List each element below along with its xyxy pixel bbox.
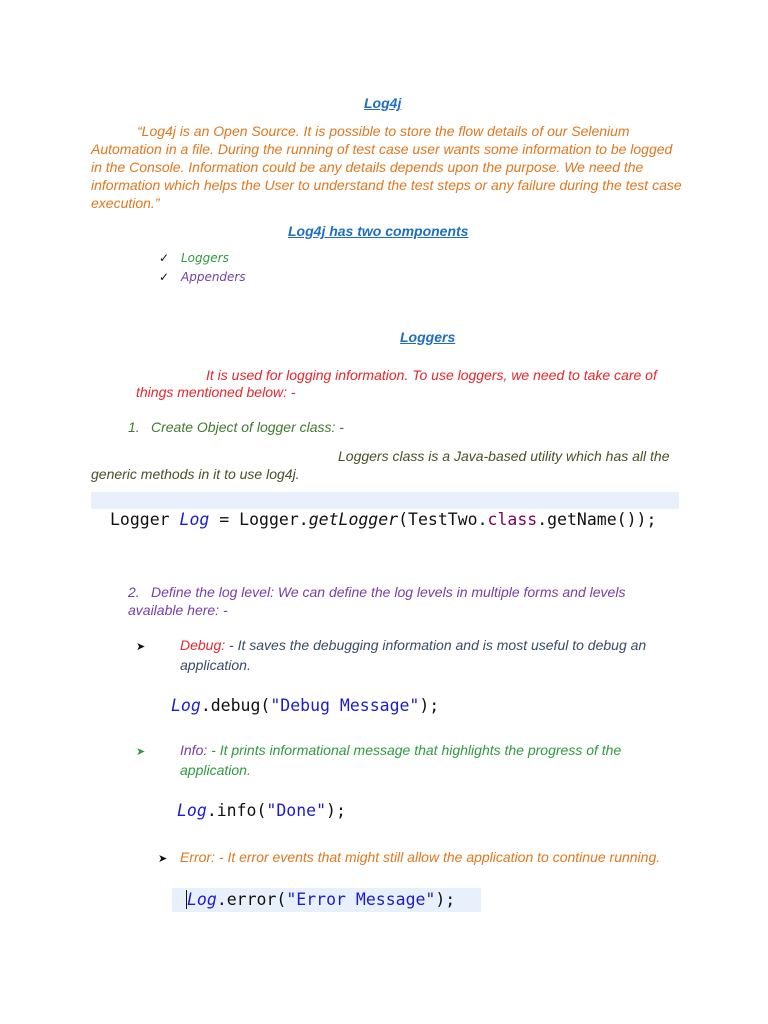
error-code-line	[186, 890, 455, 909]
step-text: Create Object of logger class: -	[151, 419, 344, 435]
intro-text: “Log4j is an Open Source. It is possible to store the flow details of our Selenium Automation in a file. During the running of test case user wants some information to be logged in the Console. Information could be any details depends upon the purpose. We need the information which helps the User to understand the test steps or any failure during the test case execution.”	[91, 123, 682, 211]
component-item-appenders	[159, 270, 246, 284]
step-text: Define the log level: We can define the log levels in multiple forms and levels available here: -	[128, 584, 626, 618]
code-token: (TestTwo.	[398, 510, 488, 529]
component-label: Loggers	[181, 251, 229, 265]
step-number: 1.	[128, 419, 140, 435]
step-1-description-text: Loggers class is a Java-based utility which has all the generic methods in it to use log4j.	[91, 448, 670, 482]
code-token-keyword: class	[487, 510, 538, 529]
level-text: - It error events that might still allow the application to continue running.	[215, 849, 661, 865]
code-token-string: "Done"	[266, 801, 327, 820]
intro-paragraph	[91, 122, 685, 212]
code-token: .error(	[216, 890, 287, 909]
code-token: Logger	[110, 510, 180, 529]
code-token: .debug(	[200, 696, 271, 715]
code-token: .getName());	[537, 510, 657, 529]
components-heading: Log4j has two components	[288, 223, 469, 239]
code-token: .info(	[206, 801, 267, 820]
step-number: 2.	[128, 584, 140, 600]
debug-code-line	[171, 696, 439, 715]
level-label: Debug:	[180, 637, 226, 653]
loggers-intro-text: It is used for logging information. To use loggers, we need to take care of things mentioned below: -	[136, 367, 657, 400]
level-text: - It saves the debugging information and is most useful to debug an application.	[180, 637, 647, 673]
code-token-variable: Log	[187, 890, 217, 909]
level-item-error	[158, 848, 678, 868]
code-token-string: "Debug Message"	[270, 696, 420, 715]
level-item-info	[136, 741, 668, 779]
info-code-line	[177, 801, 346, 820]
checkmark-icon: ✓	[159, 270, 170, 284]
step-1	[128, 419, 344, 435]
code-token-string: "Error Message"	[286, 890, 436, 909]
arrow-bullet-icon: ➤	[136, 745, 146, 758]
checkmark-icon: ✓	[159, 251, 170, 265]
code-token-variable: Log	[171, 696, 201, 715]
level-text: - It prints informational message that highlights the progress of the application.	[180, 742, 622, 778]
level-label: Error:	[180, 849, 215, 865]
code-token: = Logger.	[209, 510, 309, 529]
level-label: Info:	[180, 742, 208, 758]
code-token-variable: Log	[177, 801, 207, 820]
level-item-debug	[136, 636, 668, 674]
code-token: );	[326, 801, 346, 820]
step-1-description	[91, 447, 676, 483]
code-token: );	[419, 696, 440, 715]
step-2	[128, 583, 683, 619]
code-token-variable: Log	[179, 510, 210, 529]
component-item-loggers	[159, 251, 229, 265]
logger-code-highlight	[91, 492, 679, 509]
arrow-bullet-icon: ➤	[136, 640, 146, 653]
logger-code-line	[110, 510, 656, 529]
code-token: );	[435, 890, 456, 909]
component-label: Appenders	[181, 270, 246, 284]
page-title: Log4j	[364, 95, 402, 111]
code-token-method: getLogger	[308, 510, 399, 529]
loggers-heading: Loggers	[400, 329, 456, 345]
arrow-bullet-icon: ➤	[158, 852, 168, 865]
loggers-intro	[136, 367, 666, 401]
